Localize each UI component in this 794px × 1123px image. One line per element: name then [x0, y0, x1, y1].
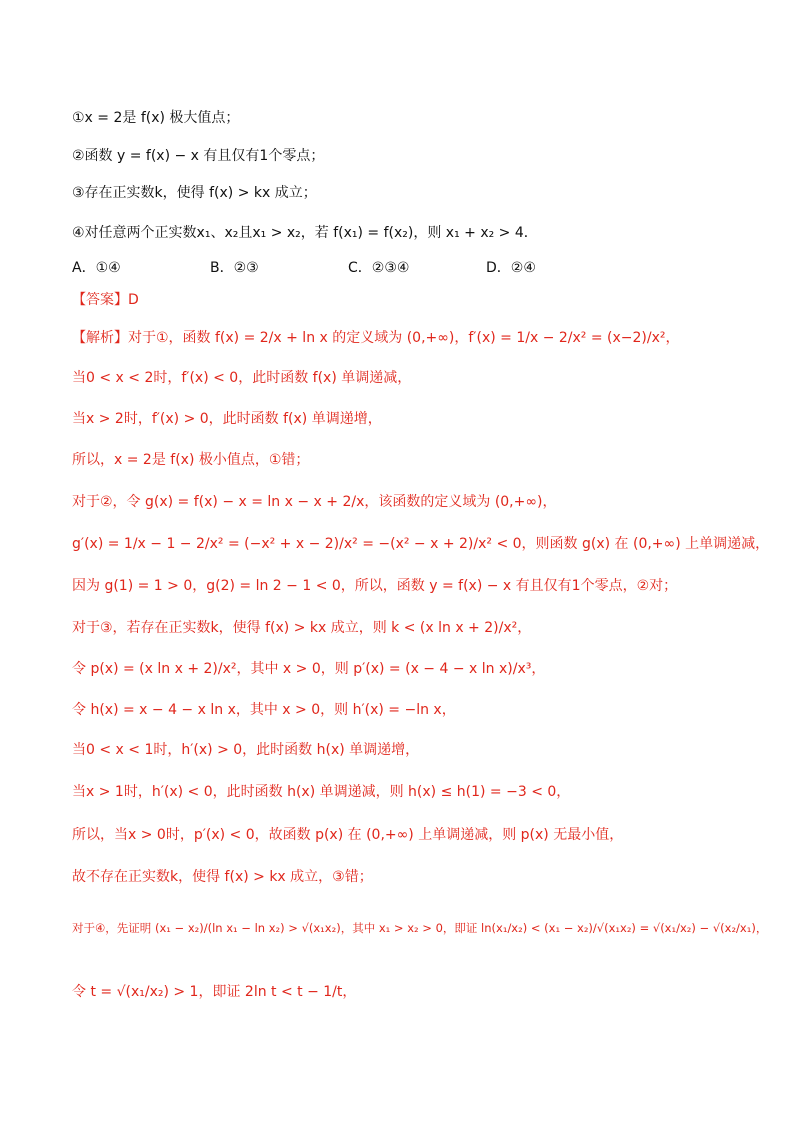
- solution-line-10: 令 h(x) = x − 4 − x ln x，其中 x > 0，则 h′(x) = −ln x，: [72, 702, 456, 718]
- answer-label: 【答案】: [72, 292, 128, 308]
- solution-line-6: g′(x) = 1/x − 1 − 2/x² = (−x² + x − 2)/x² = −(x² − x + 2)/x² < 0，则函数 g(x) 在 (0,+∞) 上单调递减，: [72, 536, 770, 552]
- statement-4: ④对任意两个正实数x₁、x₂且x₁ > x₂，若 f(x₁) = f(x₂)，则 x₁ + x₂ > 4．: [72, 225, 538, 241]
- solution-line-14: 故不存在正实数k，使得 f(x) > kx 成立，③错；: [72, 869, 373, 885]
- solution-line-8: 对于③，若存在正实数k，使得 f(x) > kx 成立，则 k < (x ln x + 2)/x²，: [72, 620, 532, 636]
- solution-line-3: 当x > 2时，f′(x) > 0，此时函数 f(x) 单调递增，: [72, 411, 382, 427]
- statement-2: ②函数 y = f(x) − x 有且仅有1个零点；: [72, 148, 325, 164]
- analysis-label: 【解析】: [72, 330, 128, 346]
- answer-value: D: [128, 292, 139, 308]
- solution-line-13: 所以，当x > 0时，p′(x) < 0，故函数 p(x) 在 (0,+∞) 上单调递减，则 p(x) 无最小值，: [72, 827, 624, 843]
- solution-line-11: 当0 < x < 1时，h′(x) > 0，此时函数 h(x) 单调递增，: [72, 742, 420, 758]
- solution-line-2: 当0 < x < 2时，f′(x) < 0，此时函数 f(x) 单调递减，: [72, 370, 412, 386]
- option-a: A．①④: [72, 260, 121, 276]
- solution-line-15: 对于④，先证明 (x₁ − x₂)/(ln x₁ − ln x₂) > √(x₁x₂)，其中 x₁ > x₂ > 0，即证 ln(x₁/x₂) < (x₁ − x₂)/√(x₁x₂) = √(x₁/x₂) − √(x₂/x₁)，: [72, 921, 768, 935]
- option-d: D．②④: [486, 260, 536, 276]
- solution-line-9: 令 p(x) = (x ln x + 2)/x²，其中 x > 0，则 p′(x) = (x − 4 − x ln x)/x³，: [72, 661, 546, 677]
- solution-text: 对于①，函数 f(x) = 2/x + ln x 的定义域为 (0,+∞)，f′(x) = 1/x − 2/x² = (x−2)/x²，: [128, 330, 680, 346]
- solution-line-1: [72, 328, 679, 348]
- solution-line-12: 当x > 1时，h′(x) < 0，此时函数 h(x) 单调递减，则 h(x) ≤ h(1) = −3 < 0，: [72, 784, 571, 800]
- options-row: [72, 258, 536, 278]
- option-c: C．②③④: [348, 260, 410, 276]
- solution-line-16: 令 t = √(x₁/x₂) > 1，即证 2ln t < t − 1/t，: [72, 984, 357, 1000]
- answer-line: [72, 290, 139, 310]
- solution-line-4: 所以，x = 2是 f(x) 极小值点，①错；: [72, 452, 310, 468]
- statement-1: ①x = 2是 f(x) 极大值点；: [72, 110, 240, 126]
- solution-line-7: 因为 g(1) = 1 > 0，g(2) = ln 2 − 1 < 0，所以，函数 y = f(x) − x 有且仅有1个零点，②对；: [72, 578, 678, 594]
- option-b: B．②③: [210, 260, 259, 276]
- statement-3: ③存在正实数k，使得 f(x) > kx 成立；: [72, 185, 317, 201]
- solution-line-5: 对于②，令 g(x) = f(x) − x = ln x − x + 2/x，该函数的定义域为 (0,+∞)，: [72, 494, 557, 510]
